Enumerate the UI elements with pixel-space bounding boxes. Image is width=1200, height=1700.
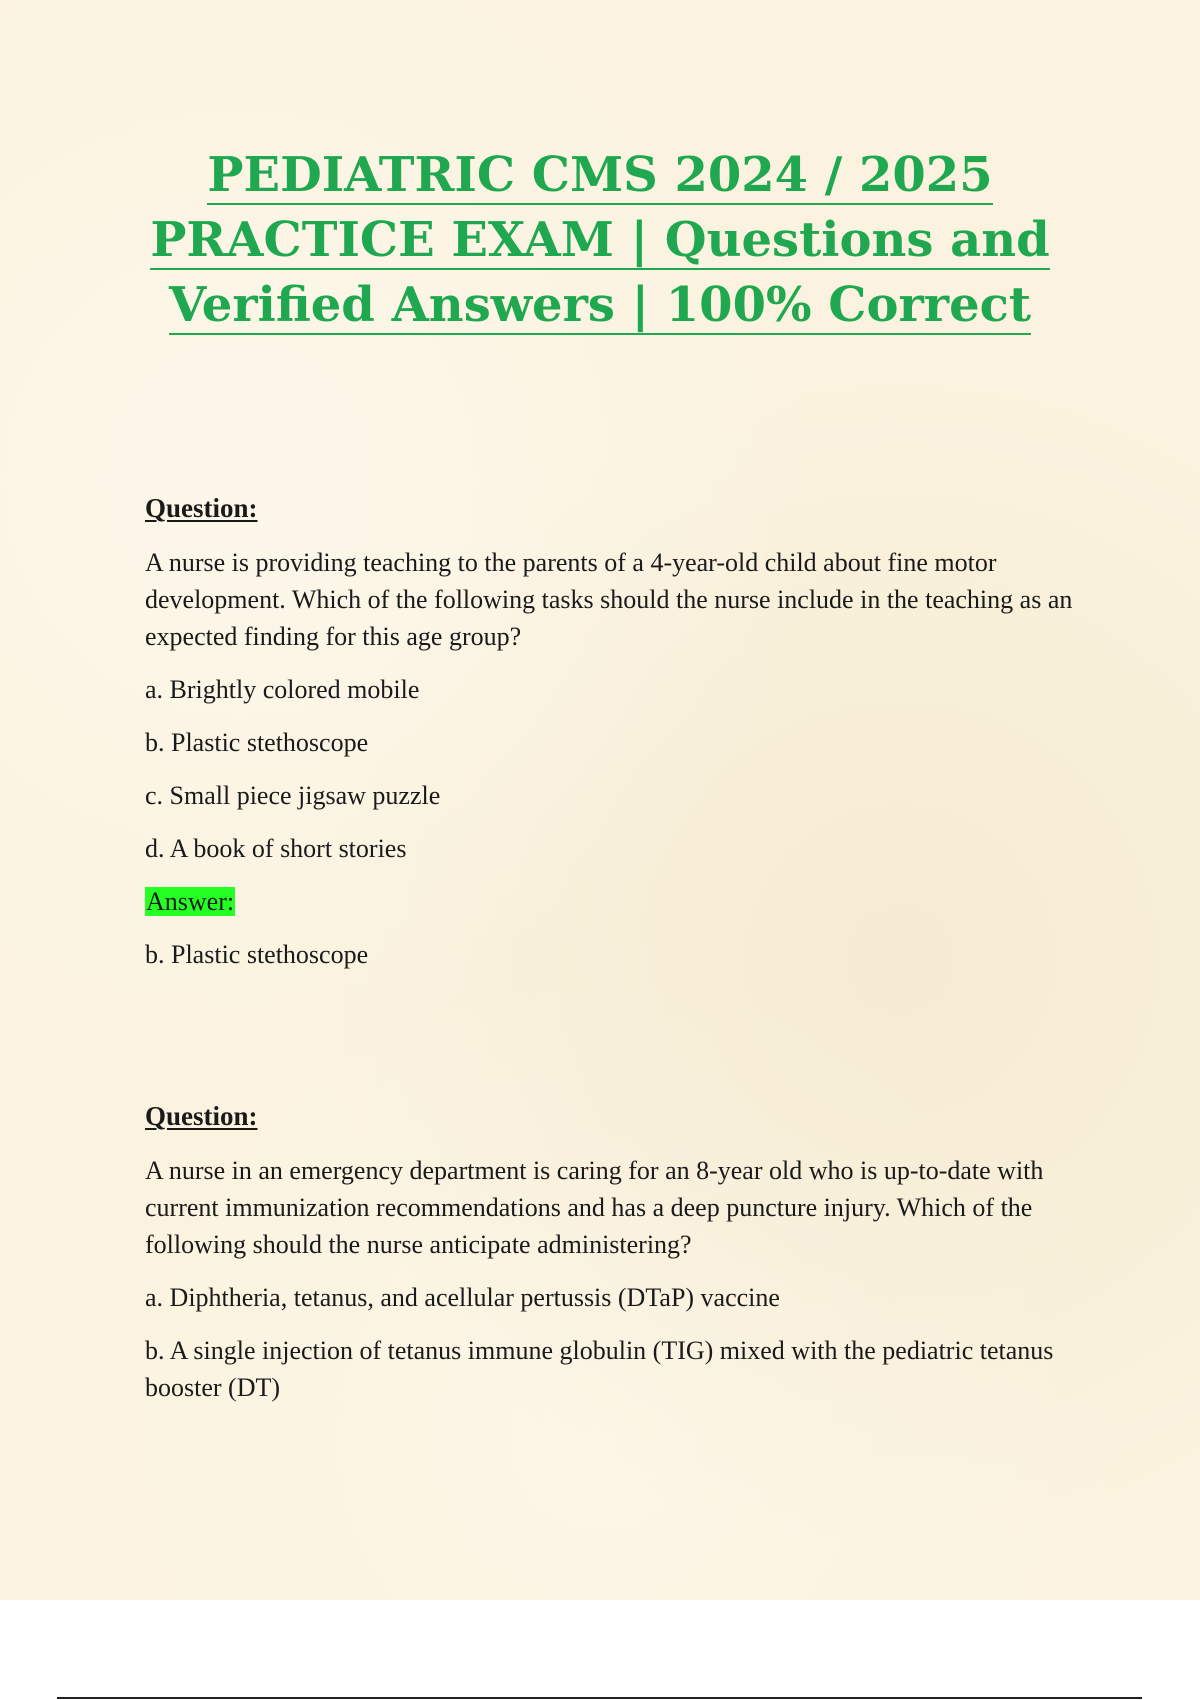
question-heading: Question: bbox=[145, 1101, 258, 1131]
document-title bbox=[100, 144, 1100, 339]
option-d: d. A book of short stories bbox=[145, 834, 407, 863]
option-b: b. A single injection of tetanus immune globulin (TIG) mixed with the pediatric tetanus booster (DT) bbox=[145, 1336, 1054, 1402]
title-line: PEDIATRIC CMS 2024 / 2025 bbox=[207, 147, 993, 203]
title-line: PRACTICE EXAM | Questions and bbox=[150, 212, 1050, 268]
question-text: A nurse is providing teaching to the parents of a 4-year-old child about fine motor development. Which of the following tasks should the nurse include in the teaching as an expected finding for this age group? bbox=[145, 548, 1073, 651]
answer-text: b. Plastic stethoscope bbox=[145, 940, 369, 969]
title-line: Verified Answers | 100% Correct bbox=[168, 277, 1032, 333]
question-block-2 bbox=[145, 1098, 1095, 1406]
answer-label bbox=[145, 883, 1095, 920]
question-text: A nurse in an emergency department is caring for an 8-year old who is up-to-date with current immunization recommendations and has a deep puncture injury. Which of the following should the nurse anticipate administering? bbox=[145, 1156, 1044, 1259]
footer-divider bbox=[57, 1697, 1142, 1699]
answer-highlight: Answer: bbox=[146, 887, 235, 916]
option-a: a. Diphtheria, tetanus, and acellular pertussis (DTaP) vaccine bbox=[145, 1283, 780, 1312]
option-b: b. Plastic stethoscope bbox=[145, 728, 369, 757]
option-a: a. Brightly colored mobile bbox=[145, 675, 420, 704]
option-c: c. Small piece jigsaw puzzle bbox=[145, 781, 441, 810]
question-block-1 bbox=[145, 490, 1095, 973]
question-heading: Question: bbox=[145, 493, 258, 523]
